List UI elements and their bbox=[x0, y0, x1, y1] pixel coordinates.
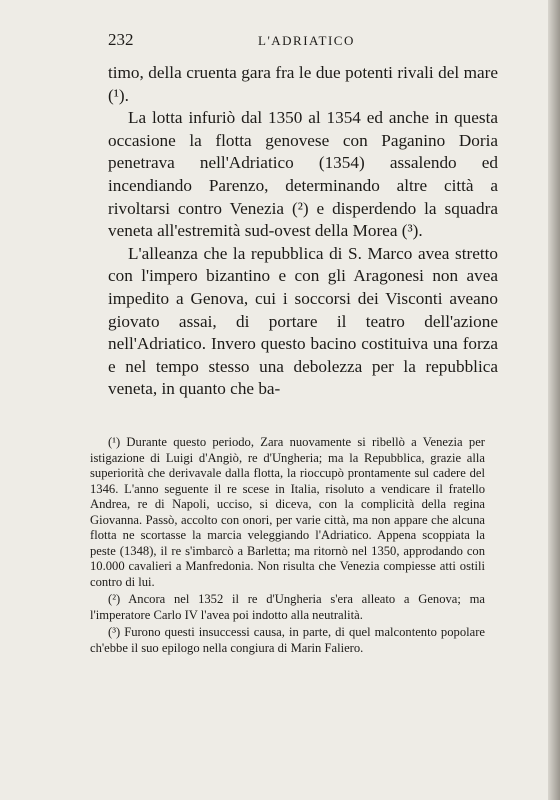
paragraph-2: La lotta infuriò dal 1350 al 1354 ed anche in questa occasione la flotta genovese con Paganino Doria penetrava nell'Adriatico (1354) assalendo ed incendiando Parenzo, determinando altre città a rivoltarsi contro Venezia (²) e disperdendo la squadra veneta all'estremità sud-ovest della Morea (³). bbox=[108, 108, 498, 241]
footnote-1: (¹) Durante questo periodo, Zara nuovamente si ribellò a Venezia per istigazione di Luigi d'Angiò, re d'Ungheria; ma la Repubblica, grazie alla superiorità che derivavale dalla flotta, la rioccupò prontamente sul cadere del 1346. L'anno seguente il re scese in Italia, risoluto a vendicare il fratello Andrea, re di Napoli, ucciso, si diceva, con la complicità della regina Giovanna. Passò, accolto con onori, per varie città, ma non appare che alcuna flotta ne scortasse la marcia veleggiando l'Adriatico. Appena scoppiata la peste (1348), il re s'imbarcò a Barletta; ma ritornò nel 1350, approdando con 10.000 cavalieri a Manfredonia. Non risulta che Venezia compiesse atti ostili contro di lui. bbox=[90, 435, 485, 589]
footnote-2: (²) Ancora nel 1352 il re d'Ungheria s'era alleato a Genova; ma l'imperatore Carlo IV l'avea poi indotto alla neutralità. bbox=[90, 592, 485, 622]
running-title: L'ADRIATICO bbox=[258, 33, 355, 48]
page-number: 232 bbox=[108, 30, 134, 49]
paragraph-1: timo, della cruenta gara fra le due potenti rivali del mare (¹). bbox=[108, 63, 498, 105]
page-edge-shadow bbox=[548, 0, 560, 800]
footnote-3: (³) Furono questi insuccessi causa, in parte, di quel malcontento popolare ch'ebbe il suo epilogo nella congiura di Marin Faliero. bbox=[90, 625, 485, 655]
page-header bbox=[108, 30, 498, 52]
footnotes bbox=[90, 435, 485, 658]
main-text bbox=[108, 62, 498, 401]
paragraph-3: L'alleanza che la repubblica di S. Marco avea stretto con l'impero bizantino e con gli Aragonesi non avea impedito a Genova, cui i soccorsi dei Visconti aveano giovato assai, di portare il teatro dell'azione nell'Adriatico. Invero questo bacino costituiva una forza e nel tempo stesso una debolezza per la repubblica veneta, in quanto che ba- bbox=[108, 243, 498, 399]
